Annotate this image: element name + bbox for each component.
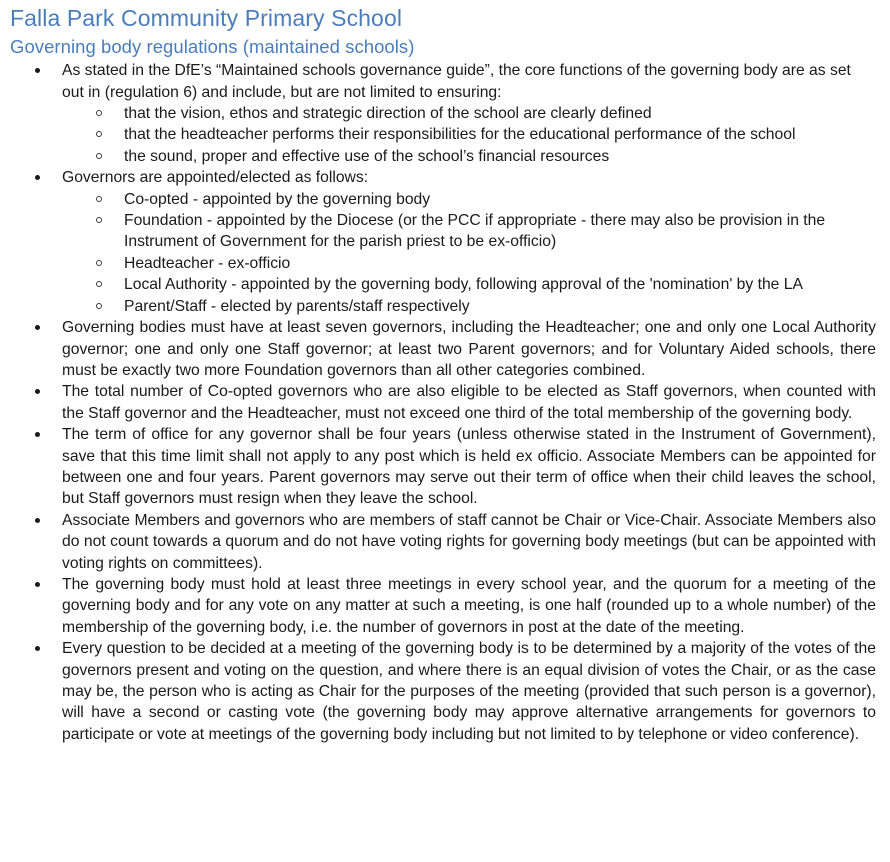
sublist-core-functions <box>0 103 890 167</box>
sublist-item-text: the sound, proper and effective use of the school’s financial resources <box>124 147 610 165</box>
bullet-circle-icon <box>96 303 102 309</box>
sublist-item-text: Foundation - appointed by the Diocese (or the PCC if appropriate - there may also be provision in the Instrument of Government for the parish priest to be ex-officio) <box>124 212 826 251</box>
list-item-text: Governing bodies must have at least seven governors, including the Headteacher; one and only one Local Authority governor; one and only one Staff governor; at least two Parent governors; and for Voluntary Aided schools, there must be exactly two more Foundation governors than all other categories combined. <box>62 319 876 379</box>
list-item <box>0 424 890 510</box>
page-title: Falla Park Community Primary School <box>10 5 403 31</box>
sublist-item <box>0 189 890 210</box>
list-item <box>0 381 890 424</box>
bullet-circle-icon <box>96 196 102 202</box>
list-item-text: The governing body must hold at least three meetings in every school year, and the quorum for a meeting of the governing body and for any vote on any matter at such a meeting, is one half (rounded up to a whole number) of the membership of the governing body, i.e. the number of governors in post at the date of the meeting. <box>62 575 876 636</box>
bullet-circle-icon <box>96 260 102 266</box>
sublist-item-text: Headteacher - ex-officio <box>124 254 291 272</box>
sublist-item <box>0 124 890 145</box>
list-item <box>0 510 890 574</box>
list-item <box>0 167 890 188</box>
bullet-circle-icon <box>96 153 102 159</box>
list-item <box>0 317 890 381</box>
regulations-list <box>0 60 890 745</box>
page-subtitle: Governing body regulations (maintained schools) <box>10 36 415 58</box>
sublist-item <box>0 296 890 317</box>
sublist-item <box>0 103 890 124</box>
sublist-item <box>0 146 890 167</box>
sublist-item-text: Co-opted - appointed by the governing body <box>124 190 431 208</box>
list-item-text: Every question to be decided at a meeting of the governing body is to be determined by a majority of the votes of the governors present and voting on the question, and where there is an equal division of votes the Chair, or as the case may be, the person who is acting as Chair for the purposes of the meeting (provided that such person is a governor), will have a second or casting vote (the governing body may approve alternative arrangements for governors to participate or vote at meetings of the governing body including but not limited to by telephone or video conference). <box>62 640 876 743</box>
list-item <box>0 638 890 745</box>
bullet-disc-icon <box>35 325 40 330</box>
sublist-item <box>0 210 890 253</box>
bullet-disc-icon <box>35 389 40 394</box>
bullet-disc-icon <box>35 518 40 523</box>
sublist-item <box>0 274 890 295</box>
bullet-circle-icon <box>96 131 102 137</box>
list-item-text: As stated in the DfE’s “Maintained schools governance guide”, the core functions of the governing body are as set out in (regulation 6) and include, but are not limited to ensuring: <box>62 62 851 101</box>
list-item-text: Associate Members and governors who are members of staff cannot be Chair or Vice-Chair. Associate Members also do not count towards a quorum and do not have voting rights for governing body meetings (but can be appointed with voting rights on committees). <box>62 511 876 572</box>
bullet-disc-icon <box>35 175 40 180</box>
bullet-disc-icon <box>35 432 40 437</box>
bullet-circle-icon <box>96 110 102 116</box>
bullet-circle-icon <box>96 217 102 223</box>
sublist-governor-categories <box>0 189 890 317</box>
sublist-item-text: that the headteacher performs their responsibilities for the educational performance of the school <box>124 126 796 144</box>
sublist-item <box>0 253 890 274</box>
sublist-item-text: Parent/Staff - elected by parents/staff respectively <box>124 297 470 315</box>
bullet-disc-icon <box>35 68 40 73</box>
sublist-item-text: Local Authority - appointed by the governing body, following approval of the 'nomination' by the LA <box>124 276 803 294</box>
list-item-text: The total number of Co-opted governors who are also eligible to be elected as Staff governors, when counted with the Staff governor and the Headteacher, must not exceed one third of the total membership of the governing body. <box>62 383 876 422</box>
list-item <box>0 60 890 103</box>
bullet-disc-icon <box>35 582 40 587</box>
list-item-text: Governors are appointed/elected as follows: <box>62 169 369 187</box>
list-item <box>0 574 890 638</box>
sublist-item-text: that the vision, ethos and strategic direction of the school are clearly defined <box>124 105 652 123</box>
list-item-text: The term of office for any governor shall be four years (unless otherwise stated in the Instrument of Government), save that this time limit shall not apply to any post which is held ex officio. Associate Members can be appointed for between one and four years. Parent governors may serve out their term of office when their child leaves the school, but Staff governors must resign when they leave the school. <box>62 426 876 508</box>
bullet-circle-icon <box>96 281 102 287</box>
bullet-disc-icon <box>35 646 40 651</box>
